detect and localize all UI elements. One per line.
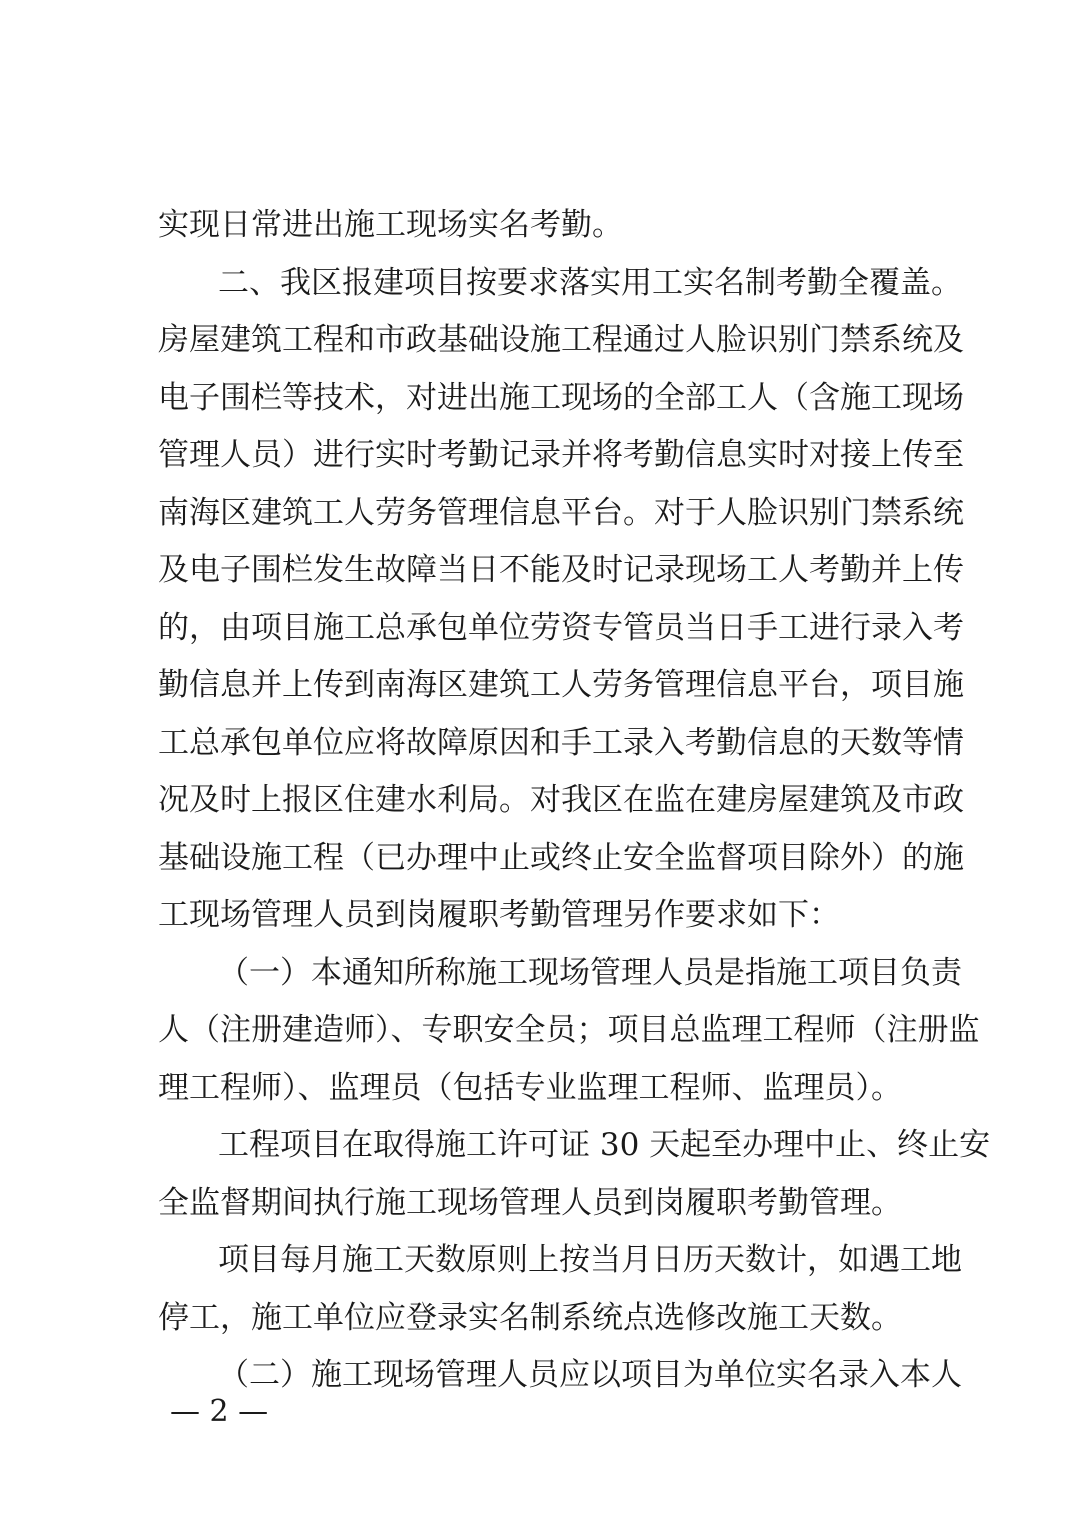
text-line-2: 二、我区报建项目按要求落实用工实名制考勤全覆盖。 (218, 265, 962, 301)
text-line-7: 及电子围栏发生故障当日不能及时记录现场工人考勤并上传 (158, 552, 964, 588)
text-line-19: 项目每月施工天数原则上按当月日历天数计，如遇工地 (218, 1242, 962, 1278)
text-line-14: （一）本通知所称施工现场管理人员是指施工项目负责 (218, 955, 962, 991)
text-line-10: 工总承包单位应将故障原因和手工录入考勤信息的天数等情 (158, 725, 964, 761)
text-line-16: 理工程师）、监理员（包括专业监理工程师、监理员）。 (158, 1070, 902, 1106)
text-line-15: 人（注册建造师）、专职安全员；项目总监理工程师（注册监 (158, 1012, 980, 1048)
text-line-9: 勤信息并上传到南海区建筑工人劳务管理信息平台，项目施 (158, 667, 964, 703)
text-line-3: 房屋建筑工程和市政基础设施工程通过人脸识别门禁系统及 (158, 322, 964, 358)
text-line-18: 全监督期间执行施工现场管理人员到岗履职考勤管理。 (158, 1185, 902, 1221)
text-line-8: 的，由项目施工总承包单位劳资专管员当日手工进行录入考 (158, 610, 964, 646)
page-number: — 2 — (170, 1394, 269, 1429)
text-line-6: 南海区建筑工人劳务管理信息平台。对于人脸识别门禁系统 (158, 495, 964, 531)
text-line-20: 停工，施工单位应登录实名制系统点选修改施工天数。 (158, 1300, 902, 1336)
text-line-5: 管理人员）进行实时考勤记录并将考勤信息实时对接上传至 (158, 437, 964, 473)
text-line-1: 实现日常进出施工现场实名考勤。 (158, 207, 623, 243)
text-line-4: 电子围栏等技术，对进出施工现场的全部工人（含施工现场 (158, 380, 964, 416)
text-line-12: 基础设施工程（已办理中止或终止安全监督项目除外）的施 (158, 840, 964, 876)
text-line-13: 工现场管理人员到岗履职考勤管理另作要求如下： (158, 897, 840, 933)
text-line-21: （二）施工现场管理人员应以项目为单位实名录入本人 (218, 1357, 962, 1393)
text-line-11: 况及时上报区住建水利局。对我区在监在建房屋建筑及市政 (158, 782, 964, 818)
text-line-17: 工程项目在取得施工许可证 30 天起至办理中止、终止安 (218, 1127, 991, 1163)
